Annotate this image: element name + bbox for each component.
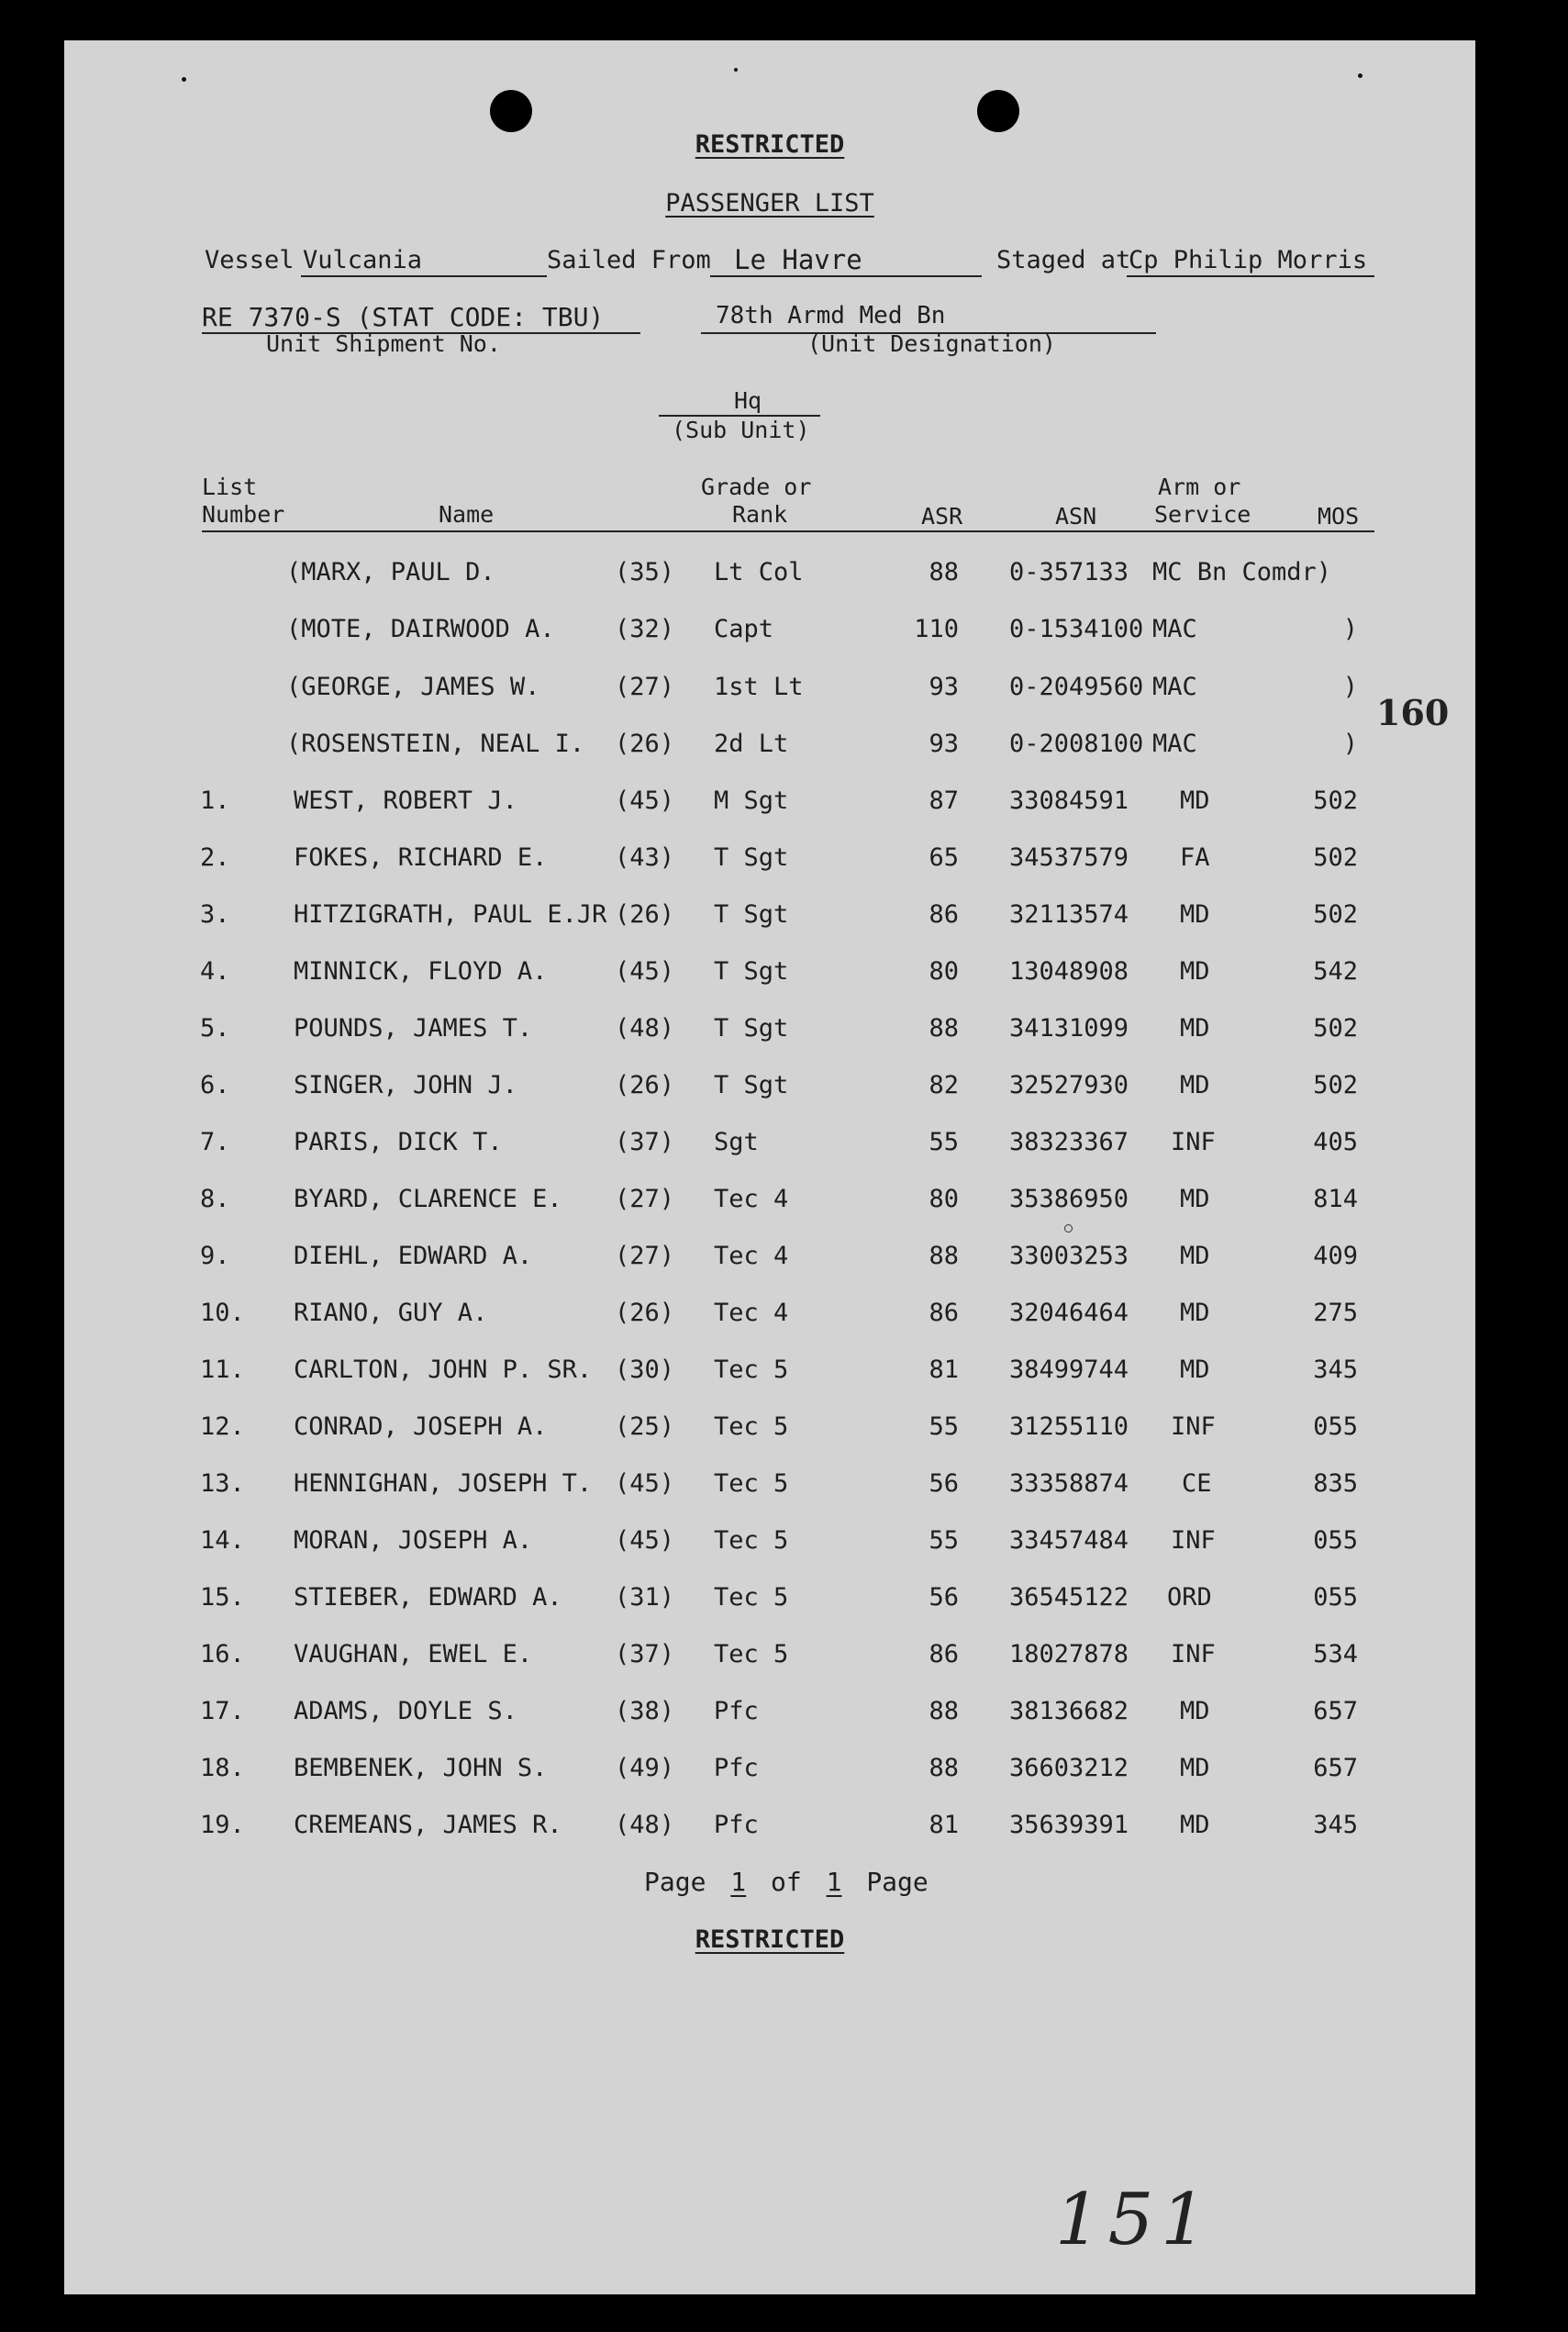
row-age: (25) (615, 1412, 675, 1441)
row-age: (48) (615, 1014, 675, 1043)
row-mos: 345 (1313, 1811, 1358, 1839)
officer-age: (27) (615, 673, 675, 701)
row-age: (45) (615, 1469, 675, 1498)
officer-grade: Lt Col (714, 558, 804, 586)
row-grade: Tec 5 (714, 1526, 789, 1555)
row-arm: MD (1180, 1356, 1210, 1384)
row-name: CONRAD, JOSEPH A. (294, 1412, 548, 1441)
officer-arm: MAC (1152, 730, 1197, 758)
officer-asr: 93 (929, 730, 959, 758)
col-grade-2: Rank (732, 501, 788, 528)
row-asr: 82 (929, 1071, 959, 1099)
officer-name: (MARX, PAUL D. (286, 558, 495, 586)
row-arm: INF (1171, 1640, 1216, 1668)
row-name: FOKES, RICHARD E. (294, 843, 548, 872)
row-age: (26) (615, 1071, 675, 1099)
row-asn: 38136682 (1009, 1697, 1129, 1725)
row-mos: 502 (1313, 787, 1358, 815)
table-row (64, 1583, 1475, 1620)
row-mos: 502 (1313, 1071, 1358, 1099)
row-name: SINGER, JOHN J. (294, 1071, 517, 1099)
row-name: CREMEANS, JAMES R. (294, 1811, 562, 1839)
document-page (64, 40, 1475, 2294)
document-title: PASSENGER LIST (665, 189, 874, 218)
row-number: 1. (200, 787, 230, 815)
row-name: DIEHL, EDWARD A. (294, 1242, 533, 1270)
row-number: 7. (200, 1128, 230, 1156)
row-number: 16. (200, 1640, 245, 1668)
row-asn: 35639391 (1009, 1811, 1129, 1839)
row-grade: Tec 5 (714, 1583, 789, 1612)
row-asr: 88 (929, 1697, 959, 1725)
unit-designation-label: (Unit Designation) (807, 330, 1056, 357)
row-grade: Tec 5 (714, 1356, 789, 1384)
row-name: MORAN, JOSEPH A. (294, 1526, 533, 1555)
row-arm: ORD (1167, 1583, 1212, 1612)
row-grade: Tec 5 (714, 1640, 789, 1668)
row-asn: 36603212 (1009, 1754, 1129, 1782)
row-age: (27) (615, 1185, 675, 1213)
sub-unit-value: Hq (734, 387, 762, 414)
header-rule (202, 530, 1374, 532)
row-arm: MD (1180, 1811, 1210, 1839)
sailed-from-underline (710, 275, 982, 277)
row-asr: 86 (929, 900, 959, 929)
row-age: (31) (615, 1583, 675, 1612)
staged-at-label: Staged at (996, 246, 1131, 274)
table-row (64, 1299, 1475, 1335)
row-mos: 055 (1313, 1412, 1358, 1441)
row-asn: 33457484 (1009, 1526, 1129, 1555)
officer-name: (MOTE, DAIRWOOD A. (286, 615, 555, 643)
row-asn: 33084591 (1009, 787, 1129, 815)
col-name: Name (439, 501, 495, 528)
row-age: (37) (615, 1128, 675, 1156)
col-list-number-2: Number (202, 501, 285, 528)
row-age: (38) (615, 1697, 675, 1725)
table-row (64, 1071, 1475, 1108)
officer-grade: Capt (714, 615, 774, 643)
row-grade: Sgt (714, 1128, 759, 1156)
row-arm: INF (1171, 1128, 1216, 1156)
col-asn: ASN (1055, 503, 1097, 530)
row-age: (37) (615, 1640, 675, 1668)
row-mos: 502 (1313, 900, 1358, 929)
officer-asn: 0-357133 (1009, 558, 1129, 586)
col-arm-2: Service (1154, 501, 1251, 528)
row-mos: 502 (1313, 1014, 1358, 1043)
row-arm: INF (1171, 1526, 1216, 1555)
row-mos: 055 (1313, 1583, 1358, 1612)
row-asn: 38323367 (1009, 1128, 1129, 1156)
row-mos: 814 (1313, 1185, 1358, 1213)
row-name: CARLTON, JOHN P. SR. (294, 1356, 593, 1384)
row-number: 4. (200, 957, 230, 986)
officer-name: (ROSENSTEIN, NEAL I. (286, 730, 585, 758)
row-grade: T Sgt (714, 843, 789, 872)
row-asr: 56 (929, 1469, 959, 1498)
sailed-from-label: Sailed From (547, 246, 711, 274)
row-mos: 657 (1313, 1754, 1358, 1782)
row-age: (26) (615, 900, 675, 929)
row-name: WEST, ROBERT J. (294, 787, 517, 815)
page-number: 1 (730, 1867, 747, 1897)
officer-row (64, 558, 1475, 595)
table-row (64, 1014, 1475, 1051)
row-asn: 32527930 (1009, 1071, 1129, 1099)
table-row (64, 843, 1475, 880)
row-arm: MD (1180, 1242, 1210, 1270)
row-number: 17. (200, 1697, 245, 1725)
row-mos: 275 (1313, 1299, 1358, 1327)
row-number: 8. (200, 1185, 230, 1213)
table-row (64, 1185, 1475, 1222)
row-number: 3. (200, 900, 230, 929)
row-grade: Pfc (714, 1697, 759, 1725)
row-asr: 88 (929, 1242, 959, 1270)
row-asr: 87 (929, 787, 959, 815)
row-age: (45) (615, 787, 675, 815)
row-asn: 32113574 (1009, 900, 1129, 929)
row-name: BEMBENEK, JOHN S. (294, 1754, 548, 1782)
row-asn: 33003253 (1009, 1242, 1129, 1270)
officer-arm: MC Bn Comdr) (1152, 558, 1332, 586)
row-name: VAUGHAN, EWEL E. (294, 1640, 533, 1668)
of-word: of (771, 1867, 802, 1897)
row-mos: 055 (1313, 1526, 1358, 1555)
col-list-number-1: List (202, 474, 258, 500)
row-asn: 36545122 (1009, 1583, 1129, 1612)
handwritten-page-number: 151 (1055, 2179, 1214, 2261)
table-row (64, 1754, 1475, 1791)
staged-at-value: Cp Philip Morris (1129, 246, 1368, 274)
row-grade: Pfc (714, 1754, 759, 1782)
row-number: 6. (200, 1071, 230, 1099)
row-name: BYARD, CLARENCE E. (294, 1185, 562, 1213)
table-row (64, 1356, 1475, 1392)
row-asr: 81 (929, 1356, 959, 1384)
row-arm: MD (1180, 957, 1210, 986)
officer-asr: 110 (914, 615, 959, 643)
unit-designation-value: 78th Armd Med Bn (716, 302, 946, 329)
speck (182, 77, 186, 82)
officer-age: (32) (615, 615, 675, 643)
sailed-from-value: Le Havre (734, 244, 862, 275)
row-grade: Tec 5 (714, 1412, 789, 1441)
row-age: (48) (615, 1811, 675, 1839)
table-row (64, 900, 1475, 937)
classification-bottom: RESTRICTED (695, 1925, 845, 1954)
row-asr: 55 (929, 1412, 959, 1441)
row-number: 13. (200, 1469, 245, 1498)
row-grade: M Sgt (714, 787, 789, 815)
row-age: (49) (615, 1754, 675, 1782)
vessel-underline (301, 275, 547, 277)
staged-at-underline (1127, 275, 1374, 277)
row-number: 18. (200, 1754, 245, 1782)
row-grade: Pfc (714, 1811, 759, 1839)
vessel-label: Vessel (205, 246, 295, 274)
col-arm-1: Arm or (1158, 474, 1241, 500)
table-row (64, 1811, 1475, 1847)
col-mos: MOS (1318, 503, 1360, 530)
officer-arm: MAC (1152, 673, 1197, 701)
row-arm: MD (1180, 1697, 1210, 1725)
row-age: (43) (615, 843, 675, 872)
row-asr: 80 (929, 1185, 959, 1213)
row-arm: MD (1180, 1071, 1210, 1099)
classification-top: RESTRICTED (695, 130, 845, 159)
row-number: 2. (200, 843, 230, 872)
row-grade: T Sgt (714, 1071, 789, 1099)
row-arm: MD (1180, 1014, 1210, 1043)
officer-row (64, 673, 1475, 709)
row-number: 15. (200, 1583, 245, 1612)
row-mos: 405 (1313, 1128, 1358, 1156)
row-asn: 31255110 (1009, 1412, 1129, 1441)
row-grade: Tec 4 (714, 1299, 789, 1327)
row-grade: Tec 4 (714, 1242, 789, 1270)
row-age: (27) (615, 1242, 675, 1270)
row-arm: CE (1182, 1469, 1212, 1498)
row-mos: 409 (1313, 1242, 1358, 1270)
row-name: ADAMS, DOYLE S. (294, 1697, 517, 1725)
page-total: 1 (826, 1867, 842, 1897)
row-name: STIEBER, EDWARD A. (294, 1583, 562, 1612)
row-name: PARIS, DICK T. (294, 1128, 503, 1156)
row-age: (30) (615, 1356, 675, 1384)
row-grade: T Sgt (714, 900, 789, 929)
row-mos: 542 (1313, 957, 1358, 986)
row-name: MINNICK, FLOYD A. (294, 957, 548, 986)
row-asn: 13048908 (1009, 957, 1129, 986)
row-asn: 35386950 (1009, 1185, 1129, 1213)
speck (1064, 1224, 1073, 1233)
row-asr: 55 (929, 1128, 959, 1156)
officer-bracket: ) (1342, 730, 1358, 758)
row-mos: 657 (1313, 1697, 1358, 1725)
table-row (64, 1697, 1475, 1734)
punch-hole-left (490, 90, 532, 132)
row-arm: INF (1171, 1412, 1216, 1441)
page-word: Page (644, 1867, 706, 1897)
row-asn: 34131099 (1009, 1014, 1129, 1043)
officer-age: (35) (615, 558, 675, 586)
row-arm: MD (1180, 900, 1210, 929)
row-asr: 55 (929, 1526, 959, 1555)
row-asr: 80 (929, 957, 959, 986)
page-word-2: Page (866, 1867, 929, 1897)
row-asn: 38499744 (1009, 1356, 1129, 1384)
officer-asr: 93 (929, 673, 959, 701)
speck (1358, 73, 1362, 78)
officer-asr: 88 (929, 558, 959, 586)
row-arm: MD (1180, 1754, 1210, 1782)
table-row (64, 787, 1475, 823)
table-row (64, 1469, 1475, 1506)
row-age: (45) (615, 1526, 675, 1555)
row-number: 12. (200, 1412, 245, 1441)
row-grade: Tec 4 (714, 1185, 789, 1213)
table-row (64, 1412, 1475, 1449)
speck (734, 68, 738, 72)
row-mos: 534 (1313, 1640, 1358, 1668)
officer-row (64, 615, 1475, 652)
col-grade-1: Grade or (701, 474, 812, 500)
row-asr: 86 (929, 1299, 959, 1327)
row-mos: 835 (1313, 1469, 1358, 1498)
unit-shipment-label: Unit Shipment No. (266, 330, 501, 357)
officer-age: (26) (615, 730, 675, 758)
row-name: HENNIGHAN, JOSEPH T. (294, 1469, 593, 1498)
row-grade: T Sgt (714, 957, 789, 986)
row-number: 11. (200, 1356, 245, 1384)
stamp-number: 160 (1376, 692, 1450, 733)
row-asr: 88 (929, 1014, 959, 1043)
row-asr: 56 (929, 1583, 959, 1612)
row-mos: 345 (1313, 1356, 1358, 1384)
row-number: 5. (200, 1014, 230, 1043)
officer-bracket: ) (1342, 615, 1358, 643)
sub-unit-label: (Sub Unit) (672, 417, 810, 443)
row-name: RIANO, GUY A. (294, 1299, 488, 1327)
table-row (64, 1640, 1475, 1677)
officer-asn: 0-1534100 (1009, 615, 1144, 643)
vessel-value: Vulcania (303, 246, 423, 274)
punch-hole-right (977, 90, 1019, 132)
officer-grade: 2d Lt (714, 730, 789, 758)
row-arm: MD (1180, 1299, 1210, 1327)
table-row (64, 957, 1475, 994)
row-name: POUNDS, JAMES T. (294, 1014, 533, 1043)
officer-row (64, 730, 1475, 766)
row-number: 9. (200, 1242, 230, 1270)
officer-name: (GEORGE, JAMES W. (286, 673, 540, 701)
unit-shipment-number: RE 7370-S (STAT CODE: TBU) (202, 302, 605, 332)
officer-arm: MAC (1152, 615, 1197, 643)
row-asn: 33358874 (1009, 1469, 1129, 1498)
row-arm: MD (1180, 787, 1210, 815)
row-asn: 18027878 (1009, 1640, 1129, 1668)
row-name: HITZIGRATH, PAUL E.JR (294, 900, 607, 929)
row-arm: MD (1180, 1185, 1210, 1213)
table-row (64, 1128, 1475, 1165)
row-arm: FA (1180, 843, 1210, 872)
officer-bracket: ) (1342, 673, 1358, 701)
row-number: 10. (200, 1299, 245, 1327)
row-age: (45) (615, 957, 675, 986)
row-mos: 502 (1313, 843, 1358, 872)
row-asr: 65 (929, 843, 959, 872)
row-asr: 88 (929, 1754, 959, 1782)
officer-asn: 0-2049560 (1009, 673, 1144, 701)
table-row (64, 1242, 1475, 1278)
row-grade: Tec 5 (714, 1469, 789, 1498)
row-asn: 32046464 (1009, 1299, 1129, 1327)
page-indicator (644, 1867, 929, 1897)
row-asr: 86 (929, 1640, 959, 1668)
table-row (64, 1526, 1475, 1563)
officer-asn: 0-2008100 (1009, 730, 1144, 758)
row-number: 14. (200, 1526, 245, 1555)
row-asn: 34537579 (1009, 843, 1129, 872)
officer-grade: 1st Lt (714, 673, 804, 701)
row-asr: 81 (929, 1811, 959, 1839)
col-asr: ASR (921, 503, 963, 530)
row-grade: T Sgt (714, 1014, 789, 1043)
row-age: (26) (615, 1299, 675, 1327)
row-number: 19. (200, 1811, 245, 1839)
